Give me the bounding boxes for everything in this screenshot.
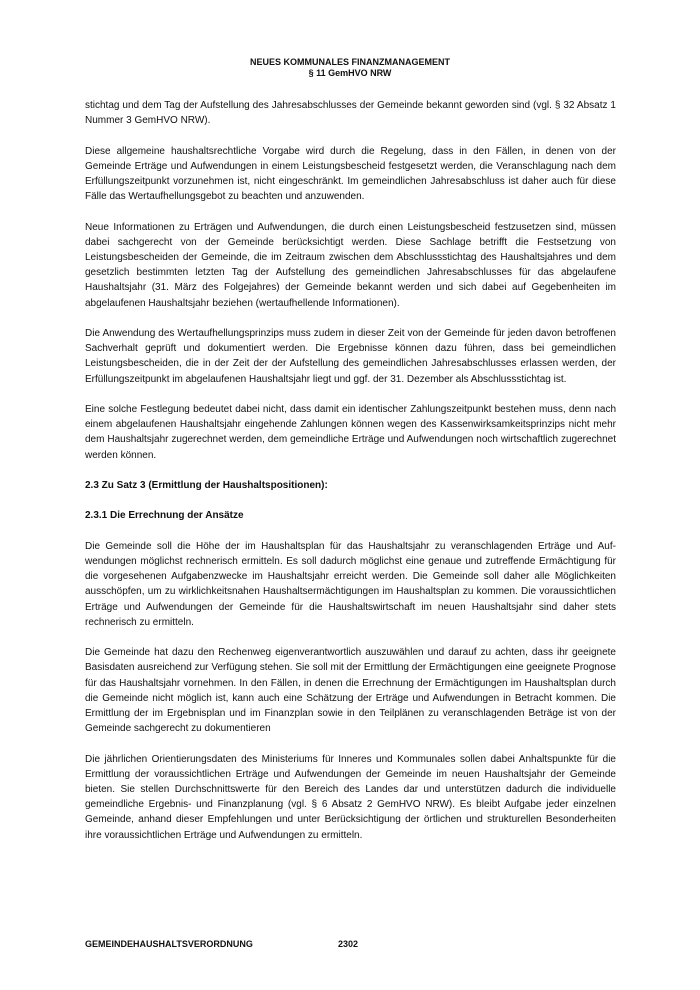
header-section-ref: § 11 GemHVO NRW	[308, 68, 392, 78]
paragraph: Diese allgemeine haushaltsrechtliche Vorgabe wird durch die Regelung, dass in den Fällen, in denen von der Gemeinde Erträge und Aufwendungen in einem Leistungsbescheid festgesetzt werden, die Veranschlagung nach dem Erfüllungszeitpunkt vorzunehmen ist, nicht eingeschränkt. Im gemeindlichen Jahresabschluss ist daher auch für diese Fälle das Wertaufhellungsgebot zu beachten und anzuwenden.	[85, 145, 616, 203]
paragraph: Eine solche Festlegung bedeutet dabei nicht, dass damit ein identischer Zahlungszeitpunkt bestehen muss, denn nach einem abgelaufenen Haushaltsjahr eingehende Zahlungen können wegen des Kassenwirksamkeitsprinzips nicht mehr dem Haushaltsjahr zugerechnet werden, dem gemeindliche Erträge und Aufwendungen noch wirtschaftlich zugerechnet werden können.	[85, 404, 616, 461]
paragraph: Die Gemeinde soll die Höhe der im Haushaltsplan für das Haushaltsjahr zu veranschlagenden Erträge und Aufwendungen möglichst rechnerisch ermitteln. Es soll dadurch möglichst eine genaue und zutreffende Ermächtigung für die vorgesehenen Aufgabenzwecke im Haushaltsjahr erreicht werden. Die Gemeinde soll daher alle Möglichkeiten ausschöpfen, um zu wirklichkeitsnahen Haushaltsermächtigungen im Haushaltsplan zu kommen. Die voraussichtlichen Erträge und Aufwendungen der Gemeinde für die Haushaltswirtschaft im neuen Haushaltsjahr sind daher stets rechnerisch zu ermitteln.	[85, 540, 616, 628]
paragraph: Neue Informationen zu Erträgen und Aufwendungen, die durch einen Leistungsbescheid festzusetzen sind, müssen dabei sachgerecht von der Gemeinde berücksichtigt werden. Diese Sachlage betrifft die Festsetzung von Leistungsbescheiden der Gemeinde, die im Zeitraum zwischen dem Abschlussstichtag des Haushaltsjahres und dem gesetzlich bestimmten letzten Tag der Aufstellung des gemeindlichen Jahresabschlusses für das abgelaufene Haushaltsjahr (31. März des Folgejahres) der Gemeinde bekannt werden und sich dabei auf Gegebenheiten im abgelaufenen Haushaltsjahr beziehen (wertaufhellende Informationen).	[85, 221, 616, 309]
paragraph: Die Anwendung des Wertaufhellungsprinzips muss zudem in dieser Zeit von der Gemeinde für jeden davon betroffenen Sachverhalt geprüft und dokumentiert werden. Die Ergebnisse können dazu führen, dass bei gemeindlichen Leistungsbescheiden, die in der Zeit der der Aufstellung des gemeindlichen Jahresabschlusses erlassen werden, der Erfüllungszeitpunkt im abgelaufenen Haushaltsjahr liegt und ggf. der 31. Dezember als Abschlussstichtag ist.	[85, 328, 616, 385]
section-heading: 2.3 Zu Satz 3 (Ermittlung der Haushaltspositionen):	[85, 480, 328, 491]
paragraph: Die jährlichen Orientierungsdaten des Ministeriums für Inneres und Kommunales sollen dabei Anhaltspunkte für die Ermittlung der voraussichtlichen Erträge und Aufwendungen der Gemeinde im neuen Haushaltsjahr der Gemeinde bieten. Sie stellen Durchschnittswerte für den Bereich des Landes dar und unterstützen dadurch die individuelle gemeindliche Ergebnis- und Finanzplanung (vgl. § 6 Absatz 2 GemHVO NRW). Es bleibt Aufgabe jeder einzelnen Gemeinde, anhand dieser Empfehlungen und unter Berücksichtigung der örtlichen und strukturellen Besonderheiten ihre voraussichtlichen Erträge und Aufwendungen zu ermitteln.	[85, 753, 616, 841]
footer-document-title: GEMEINDEHAUSHALTSVERORDNUNG	[85, 939, 253, 949]
page-header	[0, 57, 700, 79]
page-body	[85, 98, 616, 858]
page-number: 2302	[338, 939, 359, 949]
subsection-heading: 2.3.1 Die Errechnung der Ansätze	[85, 510, 244, 522]
paragraph: Die Gemeinde hat dazu den Rechenweg eigenverantwortlich auszuwählen und darauf zu achten, dass ihr geeignete Basisdaten ausreichend zur Verfügung stehen. Sie soll mit der Ermittlung der Ermächtigungen eine geeignete Prognose für das Haushaltsjahr vornehmen. In den Fällen, in denen die Errechnung der Ermächtigungen im Haushaltsplan durch die Gemeinde nicht möglich ist, kann auch eine Schätzung der Erträge und Aufwendungen in Betracht kommen. Die Ermittlung der im Ergebnisplan und im Finanzplan sowie in den Teilplänen zu veranschlagenden Beträge ist von der Gemeinde sachgerecht zu dokumentieren	[85, 647, 616, 735]
header-title: NEUES KOMMUNALES FINANZMANAGEMENT	[250, 57, 450, 67]
paragraph: stichtag und dem Tag der Aufstellung des Jahresabschlusses der Gemeinde bekannt geworden sind (vgl. § 32 Absatz 1 Nummer 3 GemHVO NRW).	[85, 100, 616, 127]
